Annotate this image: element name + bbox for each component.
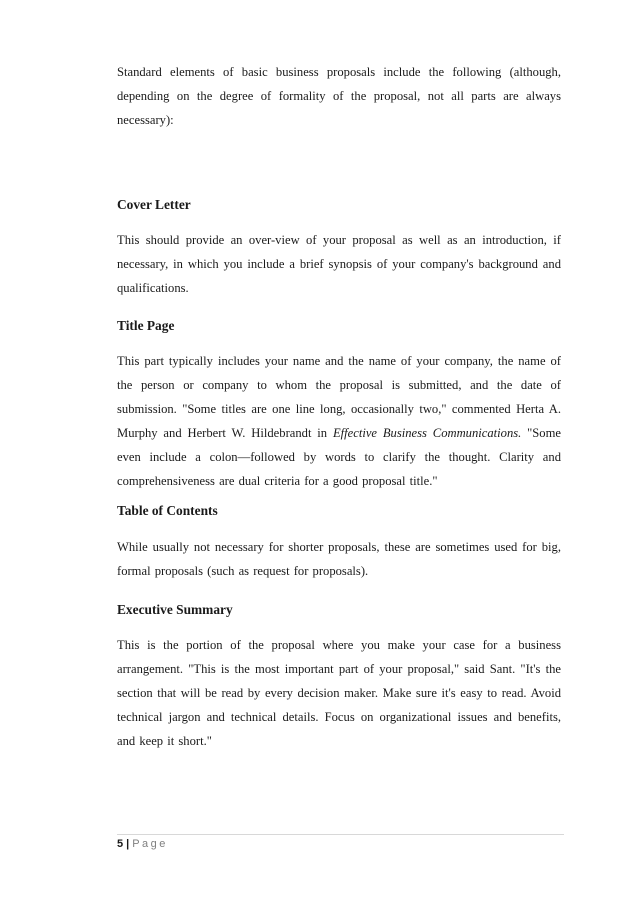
heading-table-of-contents: Table of Contents — [117, 503, 218, 518]
table-of-contents-paragraph: While usually not necessary for shorter proposals, these are sometimes used for big, formal proposals (such as request for proposals). — [117, 540, 561, 578]
footer-separator: | — [126, 838, 130, 850]
title-page-text-before: This part typically includes your name and the name of your company, the name of the person or company to whom the proposal is submitted, and the date of submission. "Some titles are one line long, occasionally two," commented Herta A. Murphy and Herbert W. Hildebrandt in — [117, 354, 561, 440]
page-number: 5 — [117, 838, 124, 850]
title-page-text-after: "Some even include a colon—followed by words to clarify the thought. Clarity and comprehensiveness are dual criteria for a good proposal title." — [117, 426, 561, 488]
cover-letter-paragraph: This should provide an over-view of your proposal as well as an introduction, if necessary, in which you include a brief synopsis of your company's background and qualifications. — [117, 233, 561, 295]
footer-divider — [117, 834, 564, 835]
heading-title-page: Title Page — [117, 318, 175, 333]
executive-summary-paragraph: This is the portion of the proposal where you make your case for a business arrangement. "This is the most important part of your proposal," said Sant. "It's the section that will be read by every decision maker. Make sure it's easy to read. Avoid technical jargon and technical details. Focus on organizational issues and benefits, and keep it short." — [117, 638, 561, 748]
page-label: Page — [132, 838, 168, 850]
page-footer — [117, 837, 168, 851]
heading-executive-summary: Executive Summary — [117, 602, 233, 617]
heading-cover-letter: Cover Letter — [117, 197, 191, 212]
intro-paragraph: Standard elements of basic business proposals include the following (although, depending on the degree of formality of the proposal, not all parts are always necessary): — [117, 65, 561, 127]
title-page-paragraph — [117, 349, 561, 493]
book-title-italic: Effective Business Communications. — [332, 426, 522, 440]
